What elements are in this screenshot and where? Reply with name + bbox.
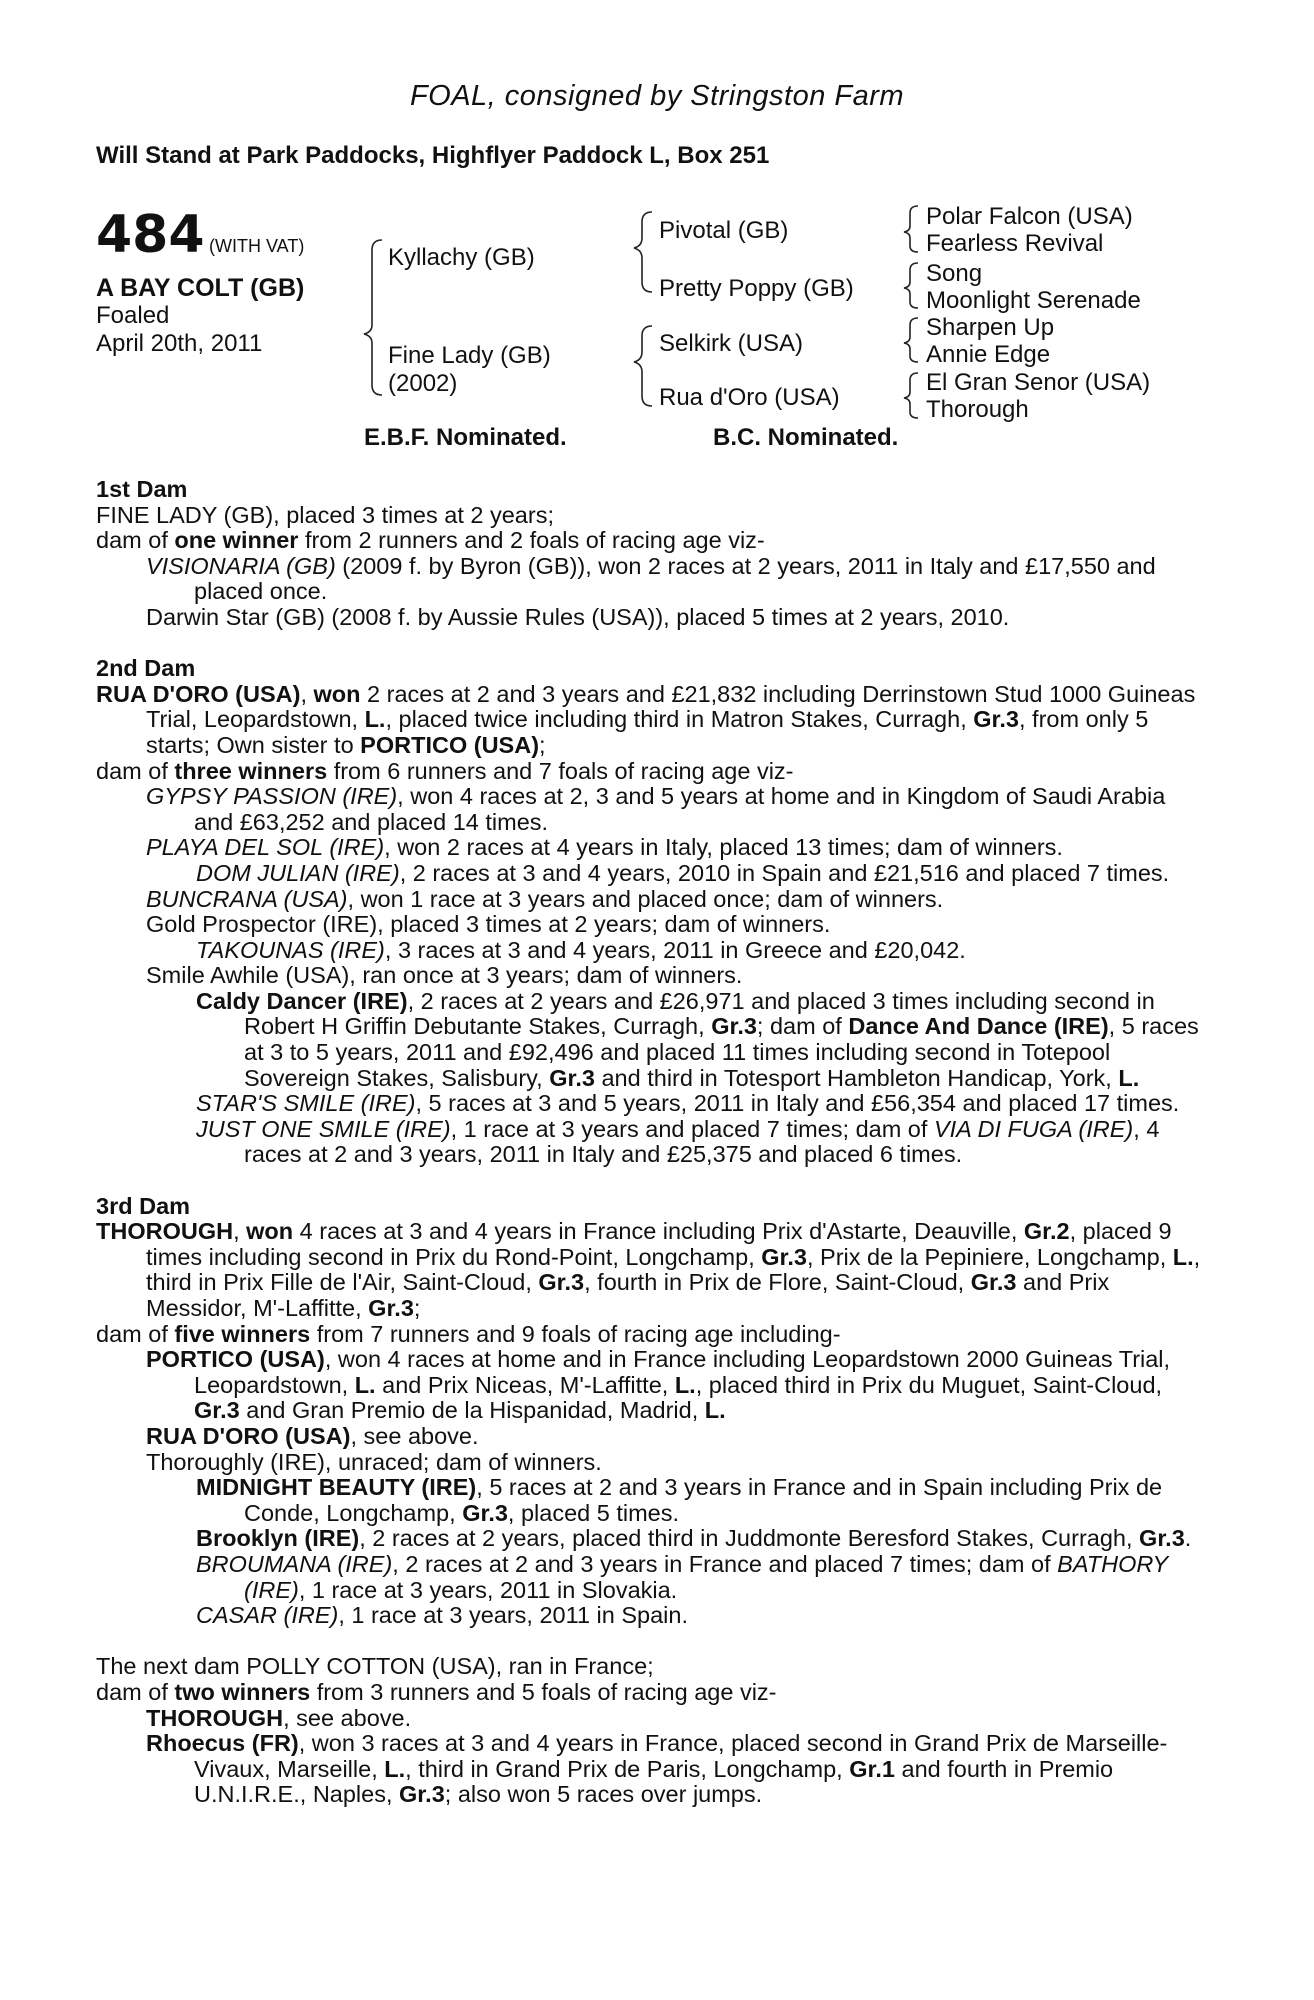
poppy-brace (904, 263, 918, 308)
first-dam-produce-1: VISIONARIA (GB) (2009 f. by Byron (GB)), won 2 races at 2 years, 2011 in Italy and £17,550 and placed once. (146, 552, 1156, 605)
produce-dom-julian: DOM JULIAN (IRE), 2 races at 3 and 4 years, 2010 in Spain and £21,516 and placed 7 times. (196, 859, 1170, 886)
catalogue-body (96, 477, 1202, 1808)
produce-smile-awhile: Smile Awhile (USA), ran once at 3 years; dam of winners. (146, 962, 743, 989)
second-dam-produce-summary: dam of three winners from 6 runners and 7 foals of racing age viz- (96, 757, 794, 784)
stand-location: Will Stand at Park Paddocks, Highflyer Paddock L, Box 251 (96, 142, 770, 169)
produce-caldy-dancer: Caldy Dancer (IRE), 2 races at 2 years and £26,971 and placed 3 times including second in Robert H Griffin Debutante Stakes, Curragh, Gr.3; dam of Dance And Dance (IRE), 5 races at 3 to 5 years, 2011 and £92,496 and placed 11 times including second in Totepool Sovereign Stakes, Salisbury, Gr.3 and third in Totesport Hambleton Handicap, York, L. (196, 987, 1199, 1091)
catalogue-heading: FOAL, consigned by Stringston Farm (409, 80, 905, 112)
produce-playa-del-sol: PLAYA DEL SOL (IRE), won 2 races at 4 years in Italy, placed 13 times; dam of winners. (146, 834, 1063, 861)
ped-annie-edge: Annie Edge (926, 341, 1051, 368)
main-brace (364, 240, 382, 395)
ped-polar-falcon: Polar Falcon (USA) (926, 203, 1133, 230)
vat-note: (WITH VAT) (209, 236, 305, 256)
produce-rua-doro: RUA D'ORO (USA), see above. (146, 1422, 479, 1449)
pivotal-brace (904, 206, 918, 252)
first-dam-line: FINE LADY (GB), placed 3 times at 2 years; (96, 501, 554, 528)
ruadoro-brace (904, 373, 918, 418)
produce-casar: CASAR (IRE), 1 race at 3 years, 2011 in Spain. (196, 1602, 688, 1629)
ped-fearless-revival: Fearless Revival (926, 230, 1104, 257)
produce-takounas: TAKOUNAS (IRE), 3 races at 3 and 4 years, 2011 in Greece and £20,042. (196, 936, 966, 963)
ped-thorough: Thorough (926, 396, 1029, 423)
third-dam-produce-summary: dam of five winners from 7 runners and 9 foals of racing age including- (96, 1320, 841, 1347)
sire-name: Kyllachy (GB) (388, 244, 535, 271)
produce-rhoecus: Rhoecus (FR), won 3 races at 3 and 4 years in France, placed second in Grand Prix de Marseille-Vivaux, Marseille, L., third in Grand Prix de Paris, Longchamp, Gr.1 and fourth in Premio U.N.I.R.E., Naples, Gr.3; also won 5 races over jumps. (146, 1730, 1168, 1808)
ped-sharpen-up: Sharpen Up (926, 314, 1055, 341)
produce-midnight-beauty: MIDNIGHT BEAUTY (IRE), 5 races at 2 and 3 years in France and in Spain including Prix de Conde, Longchamp, Gr.3, placed 5 times. (196, 1474, 1163, 1526)
second-dam-record: RUA D'ORO (USA), won 2 races at 2 and 3 years and £21,832 including Derrinstown Stud 1000 Guineas Trial, Leopardstown, L., placed twice including third in Matron Stakes, Curragh, Gr.3, from only 5 starts; Own sister to PORTICO (USA); (96, 680, 1196, 758)
produce-just-one-smile: JUST ONE SMILE (IRE), 1 race at 3 years and placed 7 times; dam of VIA DI FUGA (IRE), 4 races at 2 and 3 years, 2011 in Italy and £25,375 and placed 6 times. (196, 1115, 1160, 1168)
second-dam-heading: 2nd Dam (96, 655, 196, 682)
dam-year: (2002) (388, 370, 458, 397)
dam-sire: Selkirk (USA) (659, 330, 804, 357)
foaled-label: Foaled (96, 302, 170, 329)
second-dam-section (96, 656, 1202, 1168)
ebf-nominated: E.B.F. Nominated. (364, 424, 567, 451)
next-dam-section (96, 1654, 1202, 1808)
next-dam-produce-summary: dam of two winners from 3 runners and 5 foals of racing age viz- (96, 1678, 777, 1705)
first-dam-produce-summary: dam of one winner from 2 runners and 2 foals of racing age viz- (96, 527, 765, 554)
sire-dam: Pretty Poppy (GB) (659, 275, 854, 302)
dam-name: Fine Lady (GB) (388, 342, 551, 369)
produce-portico: PORTICO (USA), won 4 races at home and in France including Leopardstown 2000 Guineas Trial, Leopardstown, L. and Prix Niceas, M'-Laffitte, L., placed third in Prix du Muguet, Saint-Cloud, Gr.3 and Gran Premio de la Hispanidad, Madrid, L. (146, 1346, 1171, 1424)
produce-gypsy-passion: GYPSY PASSION (IRE), won 4 races at 2, 3 and 5 years at home and in Kingdom of Saudi Arabia and £63,252 and placed 14 times. (146, 783, 1166, 835)
first-dam-produce-2: Darwin Star (GB) (2008 f. by Aussie Rules (USA)), placed 5 times at 2 years, 2010. (146, 603, 1010, 630)
ped-song: Song (926, 260, 983, 287)
third-dam-record: THOROUGH, won 4 races at 3 and 4 years in France including Prix d'Astarte, Deauville, Gr.2, placed 9 times including second in Prix du Rond-Point, Longchamp, Gr.3, Prix de la Pepiniere, Longchamp, L., third in Prix Fille de l'Air, Saint-Cloud, Gr.3, fourth in Prix de Flore, Saint-Cloud, Gr.3 and Prix Messidor, M'-Laffitte, Gr.3; (96, 1218, 1201, 1321)
ped-el-gran-senor: El Gran Senor (USA) (926, 369, 1151, 396)
lot-number: 484 (96, 205, 205, 265)
selkirk-brace (904, 318, 918, 362)
third-dam-section (96, 1194, 1202, 1629)
first-dam-section (96, 477, 1202, 631)
produce-gold-prospector: Gold Prospector (IRE), placed 3 times at 2 years; dam of winners. (146, 911, 831, 938)
first-dam-heading: 1st Dam (96, 476, 188, 502)
dam-dam: Rua d'Oro (USA) (659, 384, 840, 411)
lot-description: A BAY COLT (GB) (96, 274, 305, 302)
bc-nominated: B.C. Nominated. (713, 424, 899, 451)
produce-thorough: THOROUGH, see above. (146, 1704, 412, 1731)
produce-stars-smile: STAR'S SMILE (IRE), 5 races at 3 and 5 years, 2011 in Italy and £56,354 and placed 17 times. (196, 1090, 1180, 1117)
sire-sire: Pivotal (GB) (659, 217, 789, 244)
produce-broumana: BROUMANA (IRE), 2 races at 2 and 3 years in France and placed 7 times; dam of BATHORY (IRE), 1 race at 3 years, 2011 in Slovakia. (196, 1550, 1168, 1603)
dam-brace (634, 326, 652, 406)
produce-buncrana: BUNCRANA (USA), won 1 race at 3 years and placed once; dam of winners. (146, 885, 944, 912)
ped-moonlight-serenade: Moonlight Serenade (926, 287, 1141, 314)
sire-brace (634, 212, 652, 292)
foaled-date: April 20th, 2011 (96, 330, 263, 357)
third-dam-heading: 3rd Dam (96, 1192, 191, 1219)
produce-thoroughly: Thoroughly (IRE), unraced; dam of winners. (146, 1448, 602, 1475)
next-dam-record: The next dam POLLY COTTON (USA), ran in France; (96, 1653, 654, 1680)
produce-brooklyn: Brooklyn (IRE), 2 races at 2 years, placed third in Juddmonte Beresford Stakes, Curragh, Gr.3. (196, 1525, 1192, 1552)
